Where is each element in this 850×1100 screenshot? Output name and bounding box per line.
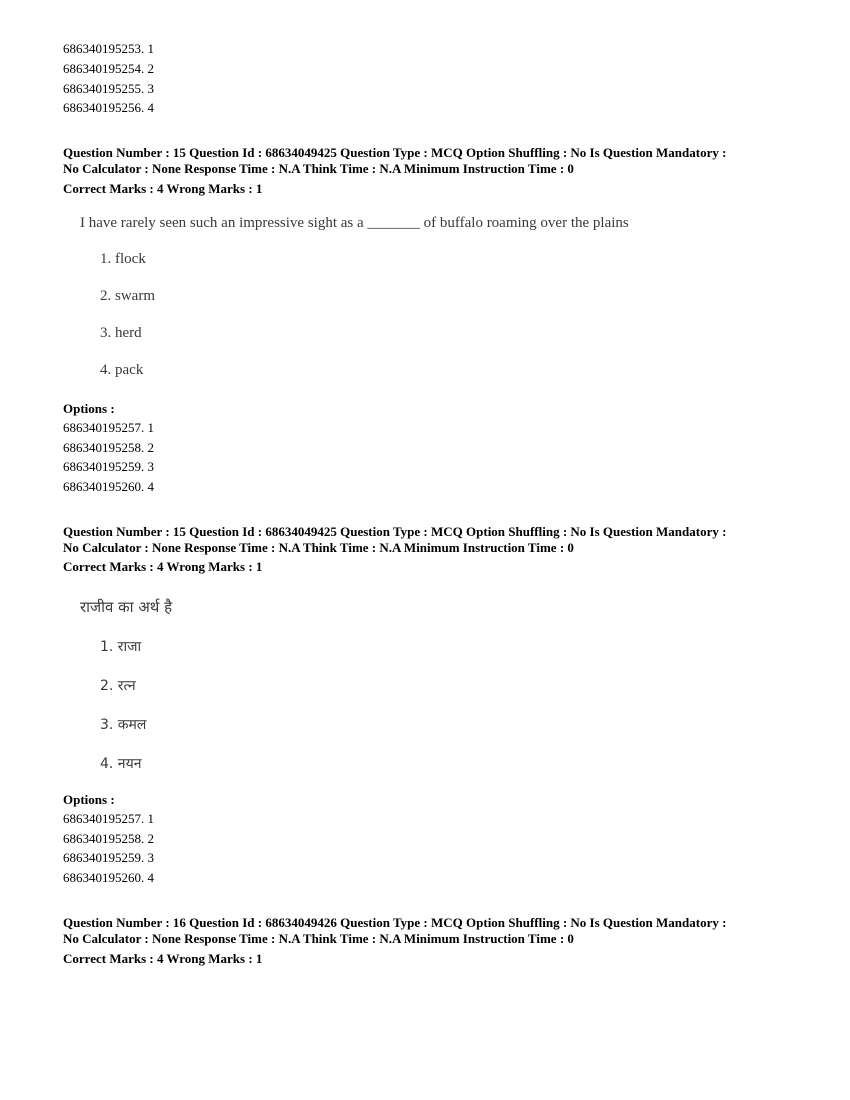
option-id: 686340195255. 3 bbox=[63, 81, 154, 96]
option-id: 686340195259. 3 bbox=[63, 850, 154, 865]
question-meta: Question Number : 15 Question Id : 68634049425 Question Type : MCQ Option Shuffling : No Is Question Mandatory : bbox=[63, 524, 727, 539]
answer-choice: 2. रत्न bbox=[100, 678, 136, 694]
answer-choice: 4. pack bbox=[100, 362, 144, 378]
option-id: 686340195258. 2 bbox=[63, 440, 154, 455]
answer-choice: 3. कमल bbox=[100, 717, 147, 733]
option-id: 686340195259. 3 bbox=[63, 459, 154, 474]
options-label: Options : bbox=[63, 401, 115, 416]
option-id: 686340195254. 2 bbox=[63, 61, 154, 76]
question-meta: No Calculator : None Response Time : N.A Think Time : N.A Minimum Instruction Time : 0 bbox=[63, 540, 574, 555]
question-meta: No Calculator : None Response Time : N.A Think Time : N.A Minimum Instruction Time : 0 bbox=[63, 931, 574, 946]
question-text: I have rarely seen such an impressive sight as a _______ of buffalo roaming over the plains bbox=[80, 215, 629, 231]
options-label: Options : bbox=[63, 792, 115, 807]
option-id: 686340195256. 4 bbox=[63, 100, 154, 115]
question-meta: No Calculator : None Response Time : N.A Think Time : N.A Minimum Instruction Time : 0 bbox=[63, 161, 574, 176]
question-marks: Correct Marks : 4 Wrong Marks : 1 bbox=[63, 181, 263, 196]
option-id: 686340195257. 1 bbox=[63, 420, 154, 435]
answer-choice: 3. herd bbox=[100, 325, 142, 341]
question-marks: Correct Marks : 4 Wrong Marks : 1 bbox=[63, 951, 263, 966]
option-id: 686340195257. 1 bbox=[63, 811, 154, 826]
question-marks: Correct Marks : 4 Wrong Marks : 1 bbox=[63, 559, 263, 574]
question-meta: Question Number : 15 Question Id : 68634049425 Question Type : MCQ Option Shuffling : No Is Question Mandatory : bbox=[63, 145, 727, 160]
question-text: राजीव का अर्थ है bbox=[80, 598, 173, 616]
answer-choice: 1. राजा bbox=[100, 639, 142, 655]
answer-choice: 4. नयन bbox=[100, 756, 142, 772]
answer-choice: 2. swarm bbox=[100, 288, 155, 304]
option-id: 686340195260. 4 bbox=[63, 870, 154, 885]
option-id: 686340195253. 1 bbox=[63, 41, 154, 56]
answer-choice: 1. flock bbox=[100, 251, 146, 267]
option-id: 686340195260. 4 bbox=[63, 479, 154, 494]
option-id: 686340195258. 2 bbox=[63, 831, 154, 846]
question-meta: Question Number : 16 Question Id : 68634049426 Question Type : MCQ Option Shuffling : No Is Question Mandatory : bbox=[63, 915, 727, 930]
